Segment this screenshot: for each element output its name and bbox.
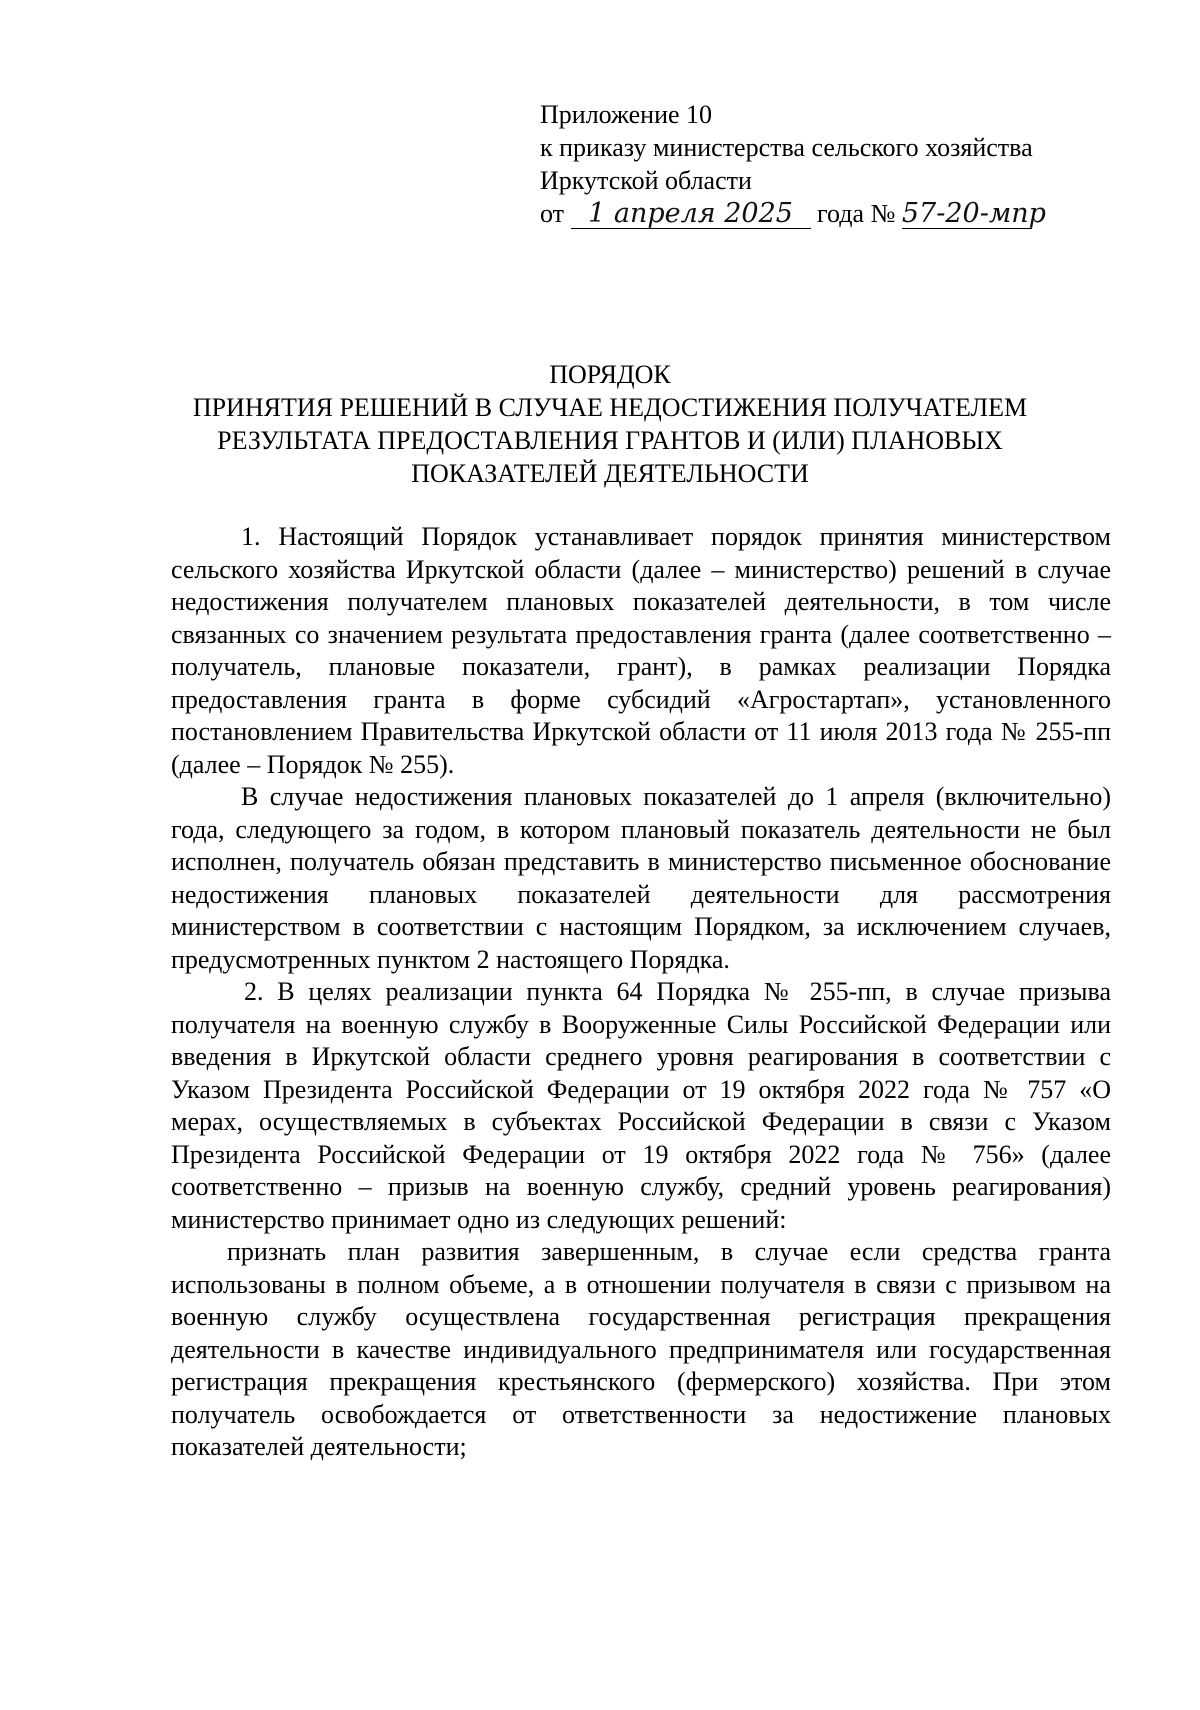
paragraph-1: 1. Настоящий Порядок устанавливает порядок принятия министерством сельского хозяйства Иркутской области (далее – министерство) решений в случае недостижения получателем плановых показателей деятельности, в том числе связанных со значением результата предоставления гранта (далее соответственно – получатель, плановые показатели, грант), в рамках реализации Порядка предоставления гранта в форме субсидий «Агростартап», установленного постановлением Правительства Иркутской области от 11 июля 2013 года № 255-пп (далее – Порядок № 255). xyxy=(171,522,1111,779)
paragraph-3: 2. В целях реализации пункта 64 Порядка № 255-пп, в случае призыва получателя на военную службу в Вооруженные Силы Российской Федерации или введения в Иркутской области среднего уровня реагирования в соответствии с Указом Президента Российской Федерации от 19 октября 2022 года № 757 «О мерах, осуществляемых в субъектах Российской Федерации в связи с Указом Президента Российской Федерации от 19 октября 2022 года № 756» (далее соответственно – призыв на военную службу, средний уровень реагирования) министерство принимает одно из следующих решений: xyxy=(171,977,1111,1234)
document-title xyxy=(140,358,1080,490)
order-date-line xyxy=(540,197,1046,230)
order-prefix: от xyxy=(540,199,565,228)
title-line-3: РЕЗУЛЬТАТА ПРЕДОСТАВЛЕНИЯ ГРАНТОВ И (ИЛИ) ПЛАНОВЫХ xyxy=(217,426,1003,455)
title-line-1: ПОРЯДОК xyxy=(549,360,671,389)
title-line-4: ПОКАЗАТЕЛЕЙ ДЕЯТЕЛЬНОСТИ xyxy=(411,459,809,488)
document-body xyxy=(171,521,1111,1464)
appendix-order-reference: к приказу министерства сельского хозяйства xyxy=(540,133,1033,162)
paragraph-2: В случае недостижения плановых показателей до 1 апреля (включительно) года, следующего за годом, в котором плановый показатель деятельности не был исполнен, получатель обязан представить в министерство письменное обоснование недостижения плановых показателей деятельности для рассмотрения министерством в соответствии с настоящим Порядком, за исключением случаев, предусмотренных пунктом 2 настоящего Порядка. xyxy=(171,782,1111,974)
appendix-title: Приложение 10 xyxy=(540,100,713,129)
title-line-2: ПРИНЯТИЯ РЕШЕНИЙ В СЛУЧАЕ НЕДОСТИЖЕНИЯ ПОЛУЧАТЕЛЕМ xyxy=(192,393,1028,422)
appendix-header xyxy=(540,98,1046,230)
appendix-region: Иркутской области xyxy=(540,166,752,195)
handwritten-order-number: 57-20-мпр xyxy=(901,198,1046,229)
handwritten-order-date: 1 апреля 2025 xyxy=(571,200,811,229)
order-year-word: года № xyxy=(817,199,896,228)
paragraph-4: признать план развития завершенным, в случае если средства гранта использованы в полном объеме, а в отношении получателя в связи с призывом на военную службу осуществлена государственная регистрация прекращения деятельности в качестве индивидуального предпринимателя или государственная регистрация прекращения крестьянского (фермерского) хозяйства. При этом получатель освобождается от ответственности за недостижение плановых показателей деятельности; xyxy=(171,1237,1111,1461)
